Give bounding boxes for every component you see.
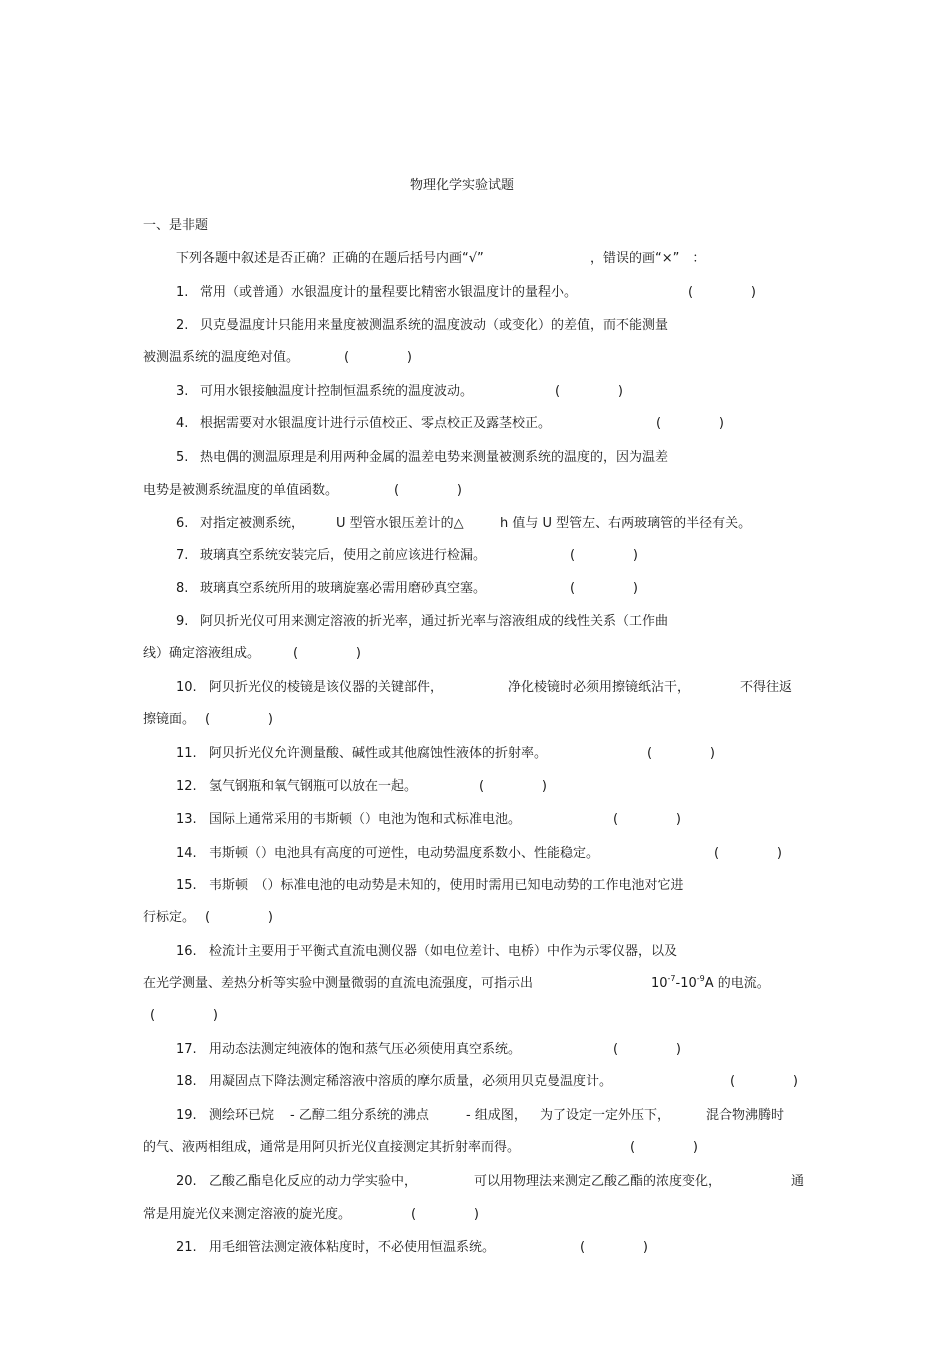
question-text-continued: 常是用旋光仪来测定溶液的旋光度。 [143,1207,352,1222]
question-text: 乙酸乙酯皂化反应的动力学实验中， [209,1174,418,1189]
answer-blank: ( ) [555,384,623,399]
question-text: 常用（或普通）水银温度计的量程要比精密水银温度计的量程小。 [200,285,578,300]
unit-text: A 的电流。 [704,976,770,991]
question-number: 3. [176,384,189,399]
question-text-continued: 行标定。 [143,910,196,925]
question-text: U 型管水银压差计的△ [336,516,464,531]
question-number: 13. [176,812,197,827]
question-text: 混合物沸腾时 [706,1108,785,1123]
question-number: 8. [176,581,189,596]
answer-blank: ( ) [293,646,361,661]
question-text-continued: 的气、液两相组成，通常是用阿贝折光仪直接测定其折射率而得。 [143,1140,521,1155]
question-text-continued: 电势是被测系统温度的单值函数。 [143,483,339,498]
instruction-text: 下列各题中叙述是否正确？正确的在题后括号内画“√” [176,251,484,266]
question-number: 7. [176,548,189,563]
question-number: 9. [176,614,189,629]
answer-blank: ( ) [344,350,412,365]
value-2: -10 [675,976,697,991]
question-text: 贝克曼温度计只能用来量度被测温系统的温度波动（或变化）的差值，而不能测量 [200,318,669,333]
question-text-continued: 被测温系统的温度绝对值。 [143,350,300,365]
answer-blank: ( ) [570,581,638,596]
question-number: 21. [176,1240,197,1255]
question-text: 通 [791,1174,805,1189]
question-text: 阿贝折光仪允许测量酸、碱性或其他腐蚀性液体的折射率。 [209,746,548,761]
section-heading: 一、是非题 [143,218,209,233]
question-number: 10. [176,680,197,695]
answer-blank: ( ) [714,846,782,861]
question-text: 净化棱镜时必须用擦镜纸沾干， [508,680,691,695]
question-number: 15. [176,878,197,893]
question-number: 11. [176,746,197,761]
question-text: - 乙醇二组分系统的沸点 [290,1108,429,1123]
answer-blank: ( ) [411,1207,479,1222]
question-text: 可用水银接触温度计控制恒温系统的温度波动。 [200,384,474,399]
answer-blank: ( ) [730,1074,798,1089]
question-number: 1. [176,285,189,300]
question-text: 玻璃真空系统安装完后，使用之前应该进行检漏。 [200,548,487,563]
question-number: 2. [176,318,189,333]
question-text: 韦斯顿 （）标准电池的电动势是未知的，使用时需用已知电动势的工作电池对它进 [209,878,684,893]
instruction-text-tail: ，错误的画“×” ： [590,251,706,266]
answer-blank: ( ) [570,548,638,563]
question-text: 阿贝折光仪的棱镜是该仪器的关键部件， [209,680,444,695]
question-number: 5. [176,450,189,465]
answer-blank: ( ) [613,1042,681,1057]
question-number: 14. [176,846,197,861]
question-number: 18. [176,1074,197,1089]
question-text: 测绘环已烷 [209,1108,275,1123]
answer-blank: ( ) [580,1240,648,1255]
answer-blank: ( ) [394,483,462,498]
question-number: 4. [176,416,189,431]
question-text: 根据需要对水银温度计进行示值校正、零点校正及露茎校正。 [200,416,552,431]
question-text: 用动态法测定纯液体的饱和蒸气压必须使用真空系统。 [209,1042,522,1057]
question-number: 6. [176,516,189,531]
answer-blank: ( ) [630,1140,698,1155]
question-text: 热电偶的测温原理是利用两种金属的温差电势来测量被测系统的温度的，因为温差 [200,450,669,465]
exponent-2: -9 [696,974,705,983]
exponent-1: -7 [667,974,676,983]
question-text: 用凝固点下降法测定稀溶液中溶质的摩尔质量，必须用贝克曼温度计。 [209,1074,613,1089]
question-text: 阿贝折光仪可用来测定溶液的折光率，通过折光率与溶液组成的线性关系（工作曲 [200,614,669,629]
question-text: 玻璃真空系统所用的玻璃旋塞必需用磨砂真空塞。 [200,581,487,596]
page-title: 物理化学实验试题 [409,178,514,193]
question-number: 12. [176,779,197,794]
question-text: 对指定被测系统， [200,516,305,531]
question-text-continued: 在光学测量、差热分析等实验中测量微弱的直流电流强度，可指示出 [143,976,534,991]
answer-blank: ( ) [205,712,273,727]
question-text-continued: 线）确定溶液组成。 [143,646,261,661]
question-text: 用毛细管法测定液体粘度时，不必使用恒温系统。 [209,1240,496,1255]
current-range [651,976,770,992]
answer-blank: ( ) [205,910,273,925]
question-text: h 值与 U 型管左、右两玻璃管的半径有关。 [500,516,752,531]
answer-blank: ( ) [479,779,547,794]
value-1: 10 [651,976,668,991]
answer-blank: ( ) [613,812,681,827]
answer-blank: ( ) [656,416,724,431]
question-number: 20. [176,1174,197,1189]
question-number: 19. [176,1108,197,1123]
question-text: 不得往返 [740,680,793,695]
question-text: 国际上通常采用的韦斯顿（）电池为饱和式标准电池。 [209,812,522,827]
answer-blank: ( ) [688,285,756,300]
question-text: 氢气钢瓶和氧气钢瓶可以放在一起。 [209,779,418,794]
question-text: 可以用物理法来测定乙酸乙酯的浓度变化， [474,1174,722,1189]
question-text: 为了设定一定外压下， [540,1108,671,1123]
question-text: 检流计主要用于平衡式直流电测仪器（如电位差计、电桥）中作为示零仪器，以及 [209,944,678,959]
question-text: - 组成图， [466,1108,527,1123]
answer-blank: ( ) [647,746,715,761]
question-text: 韦斯顿（）电池具有高度的可逆性，电动势温度系数小、性能稳定。 [209,846,600,861]
answer-blank: ( ) [150,1008,218,1023]
question-text-continued: 擦镜面。 [143,712,196,727]
question-number: 17. [176,1042,197,1057]
question-number: 16. [176,944,197,959]
